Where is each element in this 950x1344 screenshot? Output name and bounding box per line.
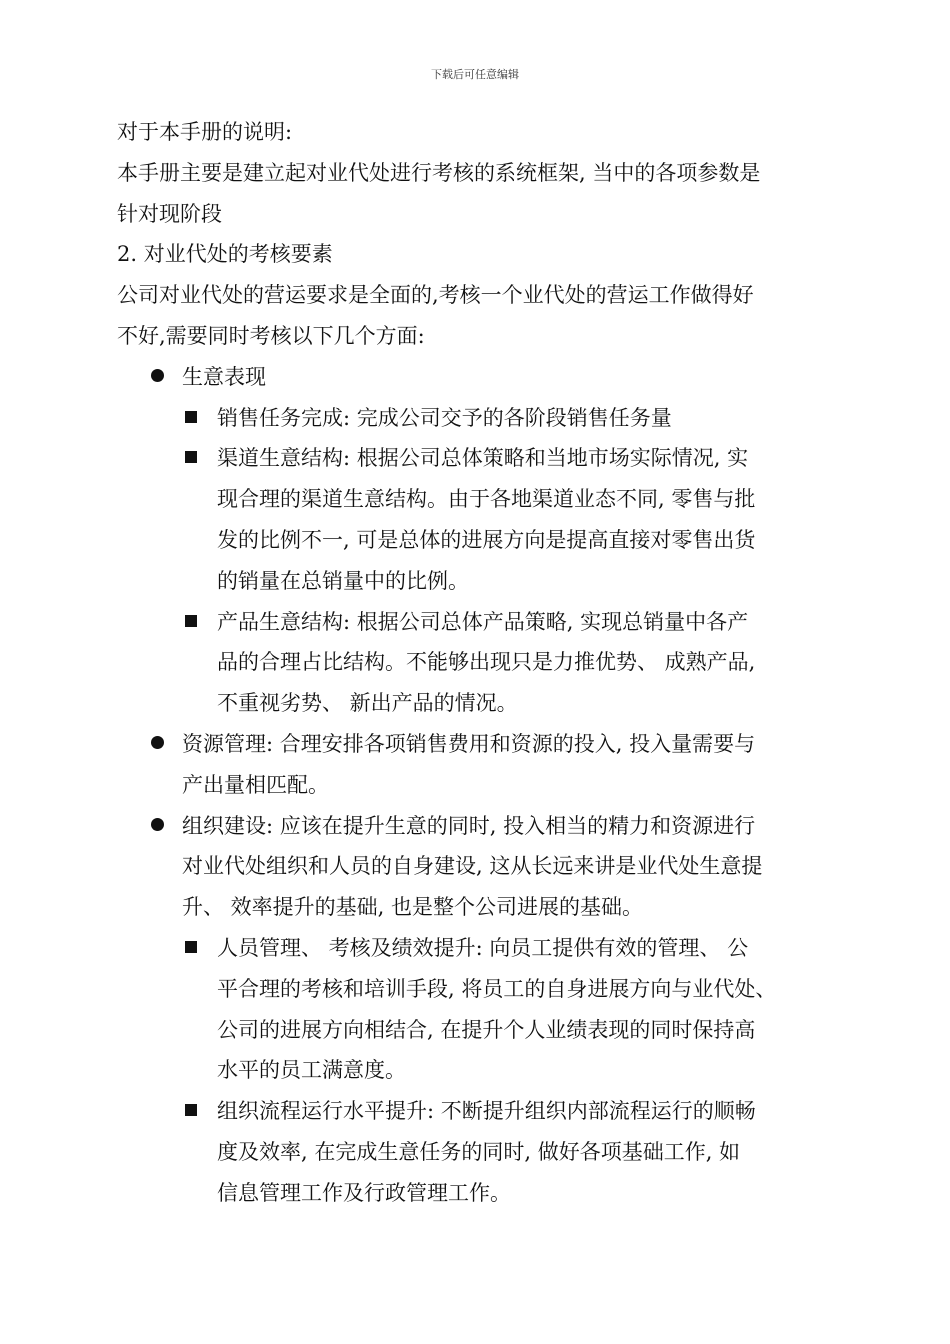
sub-bullet-item xyxy=(117,928,857,1091)
bullet-line: 升、 效率提升的基础, 也是整个公司进展的基础。 xyxy=(182,895,644,920)
square-bullet-icon xyxy=(185,1104,197,1116)
section-heading: 2. 对业代处的考核要素 xyxy=(117,242,333,267)
bullet-item xyxy=(117,357,857,398)
bullet-line: 产出量相匹配。 xyxy=(182,772,329,797)
paragraph-intro-line-2: 针对现阶段 xyxy=(117,201,222,226)
paragraph-intro-line-1: 本手册主要是建立起对业代处进行考核的系统框架, 当中的各项参数是 xyxy=(117,160,761,185)
square-bullet-icon xyxy=(185,615,197,627)
sub-bullet-line: 信息管理工作及行政管理工作。 xyxy=(217,1180,511,1205)
sub-bullet-line: 现合理的渠道生意结构。由于各地渠道业态不同, 零售与批 xyxy=(217,487,756,512)
sub-bullet-item xyxy=(117,602,857,724)
sub-bullet-line: 人员管理、 考核及绩效提升: 向员工提供有效的管理、 公 xyxy=(217,935,749,960)
sub-bullet-line: 的销量在总销量中的比例。 xyxy=(217,568,469,593)
square-bullet-icon xyxy=(185,941,197,953)
square-bullet-icon xyxy=(185,451,197,463)
bullet-dot-icon xyxy=(151,736,164,749)
square-bullet-icon xyxy=(185,411,197,423)
paragraph-requirements-line-2: 不好,需要同时考核以下几个方面: xyxy=(117,323,425,348)
sub-bullet-line: 渠道生意结构: 根据公司总体策略和当地市场实际情况, 实 xyxy=(217,446,749,471)
bullet-item xyxy=(117,806,857,928)
paragraph-intro-title: 对于本手册的说明: xyxy=(117,120,293,144)
document-body xyxy=(117,112,857,1214)
bullet-dot-icon xyxy=(151,369,164,382)
bullet-dot-icon xyxy=(151,818,164,831)
sub-bullet-line: 度及效率, 在完成生意任务的同时, 做好各项基础工作, 如 xyxy=(217,1139,741,1164)
sub-bullet-line: 水平的员工满意度。 xyxy=(217,1058,406,1083)
paragraph-requirements-line-1: 公司对业代处的营运要求是全面的,考核一个业代处的营运工作做得好 xyxy=(117,283,754,308)
sub-bullet-line: 不重视劣势、 新出产品的情况。 xyxy=(217,691,518,716)
sub-bullet-line: 平合理的考核和培训手段, 将员工的自身进展方向与业代处、 xyxy=(217,976,777,1001)
sub-bullet-line: 公司的进展方向相结合, 在提升个人业绩表现的同时保持高 xyxy=(217,1017,756,1042)
sub-bullet-line: 发的比例不一, 可是总体的进展方向是提高直接对零售出货 xyxy=(217,527,756,552)
sub-bullet-item xyxy=(117,1091,857,1213)
bullet-line: 对业代处组织和人员的自身建设, 这从长远来讲是业代处生意提 xyxy=(182,854,763,879)
sub-bullet-line: 组织流程运行水平提升: 不断提升组织内部流程运行的顺畅 xyxy=(217,1099,756,1124)
bullet-line: 资源管理: 合理安排各项销售费用和资源的投入, 投入量需要与 xyxy=(182,731,756,756)
page-header: 下载后可任意编辑 xyxy=(431,68,519,81)
sub-bullet-line: 销售任务完成: 完成公司交予的各阶段销售任务量 xyxy=(217,405,672,430)
sub-bullet-item xyxy=(117,398,857,439)
bullet-line: 组织建设: 应该在提升生意的同时, 投入相当的精力和资源进行 xyxy=(182,813,756,838)
bullet-item xyxy=(117,724,857,806)
bullet-line: 生意表现 xyxy=(182,364,266,389)
sub-bullet-item xyxy=(117,438,857,601)
sub-bullet-line: 品的合理占比结构。不能够出现只是力推优势、 成熟产品, xyxy=(217,650,756,675)
sub-bullet-line: 产品生意结构: 根据公司总体产品策略, 实现总销量中各产 xyxy=(217,609,749,634)
